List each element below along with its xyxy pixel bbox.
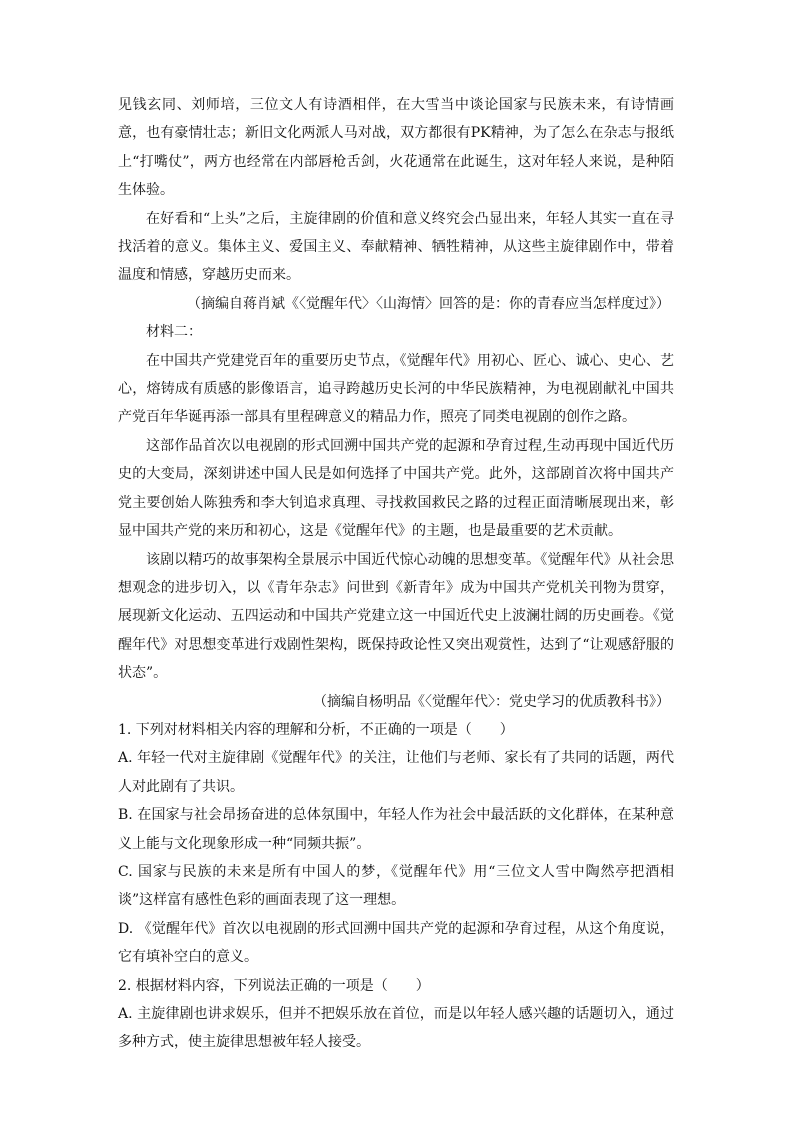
source-citation-2: （摘编自杨明品《〈觉醒年代〉：党史学习的优质教科书》）: [313, 693, 670, 710]
question-2: [118, 972, 674, 1057]
material-two-heading: 材料二：: [146, 324, 202, 341]
question-1-option-c: C. 国家与民族的未来是所有中国人的梦，《觉醒年代》用“三位文人雪中陶然亭把酒相谈”这样富有感性色彩的画面表现了这一理想。: [118, 863, 674, 909]
source-citation-1: （摘编自蒋肖斌《〈觉醒年代〉〈山海情〉回答的是：你的青春应当怎样度过》）: [187, 295, 670, 312]
question-1-option-d: D. 《觉醒年代》首次以电视剧的形式回溯中国共产党的起源和孕育过程，从这个角度说，它有填补空白的意义。: [118, 920, 674, 966]
paragraph-mainstream-value: 在好看和“上头”之后，主旋律剧的价值和意义终究会凸显出来，年轻人其实一直在寻找活着的意义。集体主义、爱国主义、奉献精神、牺牲精神，从这些主旋律剧作中，带着温度和情感，穿越历史而来。: [118, 210, 674, 284]
question-2-stem: 2. 根据材料内容，下列说法正确的一项是（ ）: [118, 977, 430, 994]
paragraph-first-drama: 这部作品首次以电视剧的形式回溯中国共产党的起源和孕育过程,生动再现中国近代历史的大变局，深刻讲述中国人民是如何选择了中国共产党。此外，这部剧首次将中国共产党主要创始人陈独秀和李大钊追求真理、寻找救国救民之路的过程正面清晰展现出来，彰显中国共产党的来历和初心，这是《觉醒年代》的主题，也是最重要的艺术贡献。: [118, 437, 674, 540]
question-1: [118, 716, 674, 972]
question-1-option-b: B. 在国家与社会昂扬奋进的总体氛围中，年轻人作为社会中最活跃的文化群体，在某种意义上能与文化现象形成一种“同频共振”。: [118, 807, 674, 852]
paragraph-centenary: 在中国共产党建党百年的重要历史节点，《觉醒年代》用初心、匠心、诚心、史心、艺心，熔铸成有质感的影像语言，追寻跨越历史长河的中华民族精神，为电视剧献礼中国共产党百年华诞再添一部具有里程碑意义的精品力作，照亮了同类电视剧的创作之路。: [118, 352, 674, 426]
paragraph-story-structure: 该剧以精巧的故事架构全景展示中国近代惊心动魄的思想变革。《觉醒年代》从社会思想观念的进步切入，以《青年杂志》问世到《新青年》成为中国共产党机关刊物为贯穿，展现新文化运动、五四运动和中国共产党建立这一中国近代史上波澜壮阔的历史画卷。《觉醒年代》对思想变革进行戏剧性架构，既保持政论性又突出观赏性，达到了“让观感舒服的状态”。: [118, 551, 674, 682]
question-1-option-a: A. 年轻一代对主旋律剧《觉醒年代》的关注，让他们与老师、家长有了共同的话题，两代人对此剧有了共识。: [118, 750, 674, 795]
question-1-stem: 1. 下列对材料相关内容的理解和分析，不正确的一项是（ ）: [118, 721, 514, 738]
document-page: [118, 91, 674, 1057]
paragraph-continuation: 见钱玄同、刘师培，三位文人有诗酒相伴，在大雪当中谈论国家与民族未来，有诗情画意，也有豪情壮志；新旧文化两派人马对战，双方都很有PK精神，为了怎么在杂志与报纸上“打嘴仗”，两方也经常在内部唇枪舌剑，火花通常在此诞生，这对年轻人来说，是种陌生体验。: [118, 97, 674, 199]
question-2-option-a: A. 主旋律剧也讲求娱乐，但并不把娱乐放在首位，而是以年轻人感兴趣的话题切入，通过多种方式，使主旋律思想被年轻人接受。: [118, 1006, 674, 1051]
